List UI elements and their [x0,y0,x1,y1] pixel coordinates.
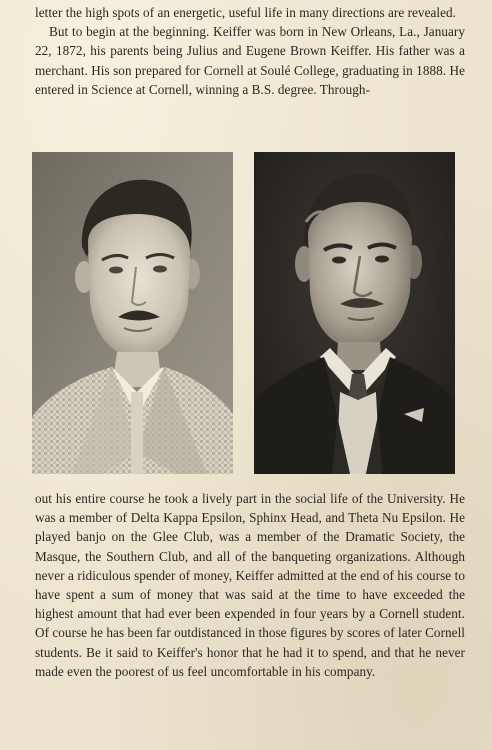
paragraph-birth-education: But to begin at the beginning. Keiffer was born in New Orleans, La., January 22, 1872, his parents being Julius and Eugene Brown Keiffer. His father was a merchant. His son prepared for Cornell at Soulé College, graduating in 1888. He entered in Science at Cornell, winning a B.S. degree. Through- [35,24,465,97]
portrait-older-man-photo [254,152,455,474]
paragraph-continuation: letter the high spots of an energetic, useful life in many directions are revealed. [35,5,456,20]
top-text-block [35,3,465,99]
paragraph-university-life: out his entire course he took a lively part in the social life of the University. He was a member of Delta Kappa Epsilon, Sphinx Head, and Theta Nu Epsilon. He played banjo on the Glee Club, was a member of the Dramatic Society, the Masque, the Southern Club, and all of the banqueting organizations. Although never a ridiculous spender of money, Keiffer admitted at the end of his course to have spent a sum of money that was said at the time to have exceeded the highest amount that had ever been expended in four years by a Cornell student. Of course he has been far outdistanced in those figures by scores of later Cornell students. Be it said to Keiffer's honor that he had it to spend, and that he never made even the poorest of us feel uncomfortable in his company. [35,491,465,679]
bottom-text-block [35,489,465,681]
portrait-young-man-photo [32,152,233,474]
